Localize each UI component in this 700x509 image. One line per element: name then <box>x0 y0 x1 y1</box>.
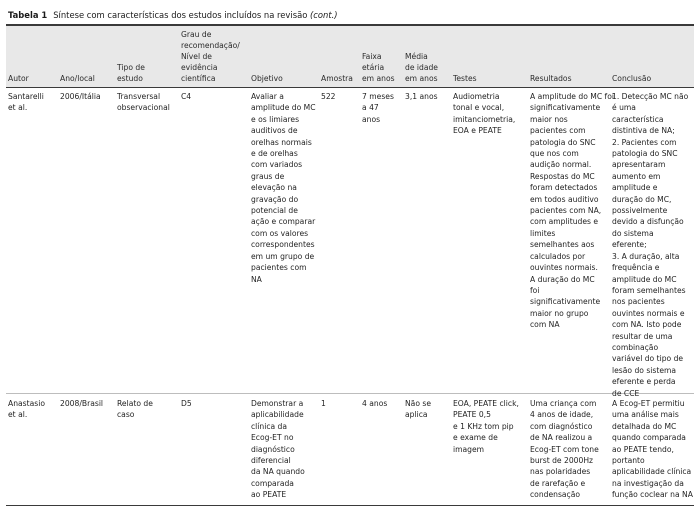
cell-tipo-estudo: Transversal observacional <box>117 92 170 113</box>
cell-grau: C4 <box>181 92 192 101</box>
table-caption <box>8 10 338 20</box>
row-separator <box>6 393 694 394</box>
cell-testes: EOA, PEATE click, PEATE 0,5 e 1 KHz tom pip e exame de imagem <box>453 399 519 454</box>
header-amostra: Amostra <box>321 74 353 83</box>
table-header-rule <box>6 87 694 88</box>
header-testes: Testes <box>453 74 477 83</box>
cell-faixa-etaria: 4 anos <box>362 399 388 408</box>
header-tipo-estudo: Tipo de estudo <box>117 63 145 83</box>
cell-amostra: 1 <box>321 399 326 408</box>
cell-amostra: 522 <box>321 92 336 101</box>
table-bottom-rule <box>6 505 694 506</box>
cell-tipo-estudo: Relato de caso <box>117 399 153 420</box>
cell-autor: Santarelli et al. <box>8 92 44 113</box>
header-faixa-etaria: Faixa etária em anos <box>362 52 395 83</box>
cell-ano-local: 2008/Brasil <box>60 399 104 408</box>
header-media-idade: Média de idade em anos <box>405 52 438 83</box>
cell-media-idade: Não se aplica <box>405 399 432 420</box>
header-objetivo: Objetivo <box>251 74 283 83</box>
header-conclusao: Conclusão <box>612 74 652 83</box>
cell-resultados: Uma criança com 4 anos de idade, com diagnóstico de NA realizou a Ecog-ET com tone burst de 2000Hz nas polaridades de rarefação e condensação <box>530 399 599 500</box>
cell-media-idade: 3,1 anos <box>405 92 438 101</box>
cell-conclusao: A Ecog-ET permitiu uma análise mais detalhada do MC quando comparada ao PEATE tendo, portanto aplicabilidade clínica na investigação da função coclear na NA <box>612 399 693 500</box>
caption-text: Síntese com características dos estudos incluídos na revisão <box>53 10 308 20</box>
caption-note: (cont.) <box>310 10 338 20</box>
cell-testes: Audiometria tonal e vocal, imitanciometria, EOA e PEATE <box>453 92 516 136</box>
cell-resultados: A amplitude do MC foi significativamente maior nos pacientes com patologia do SNC que nos com audição normal. Respostas do MC foram detectados em todos auditivo pacientes com NA, com amplitudes e limites semelhantes aos calculados por ouvintes normais. A duração do MC foi significativamente maior no grupo com NA <box>530 92 614 330</box>
cell-autor: Anastasio et al. <box>8 399 45 420</box>
header-ano-local: Ano/local <box>60 74 95 83</box>
cell-grau: D5 <box>181 399 192 408</box>
cell-objetivo: Demonstrar a aplicabilidade clínica da Ecog-ET no diagnóstico diferencial da NA quando comparada ao PEATE <box>251 399 305 500</box>
cell-faixa-etaria: 7 meses a 47 anos <box>362 92 394 124</box>
cell-conclusao: 1. Detecção MC não é uma característica distintiva de NA; 2. Pacientes com patologia do SNC apresentaram aumento em amplitude e duração do MC, possivelmente devido a disfunção do sistema eferente; 3. A duração, alta frequência e amplitude do MC foram semelhantes nos pacientes ouvintes normais e com NA. Isto pode resultar de uma combinação variável do tipo de lesão do sistema eferente e perda de CCE <box>612 92 689 398</box>
header-autor: Autor <box>8 74 29 83</box>
header-grau-recomendacao: Grau de recomendação/ Nível de evidência científica <box>181 30 240 83</box>
table-top-rule <box>6 24 694 26</box>
cell-ano-local: 2006/Itália <box>60 92 101 101</box>
cell-objetivo: Avaliar a amplitude do MC e os limiares auditivos de orelhas normais e de orelhas com variados graus de elevação na gravação do potencial de ação e comparar com os valores correspondentes em um grupo de pacientes com NA <box>251 92 316 284</box>
header-resultados: Resultados <box>530 74 572 83</box>
caption-label: Tabela 1 <box>8 10 48 20</box>
